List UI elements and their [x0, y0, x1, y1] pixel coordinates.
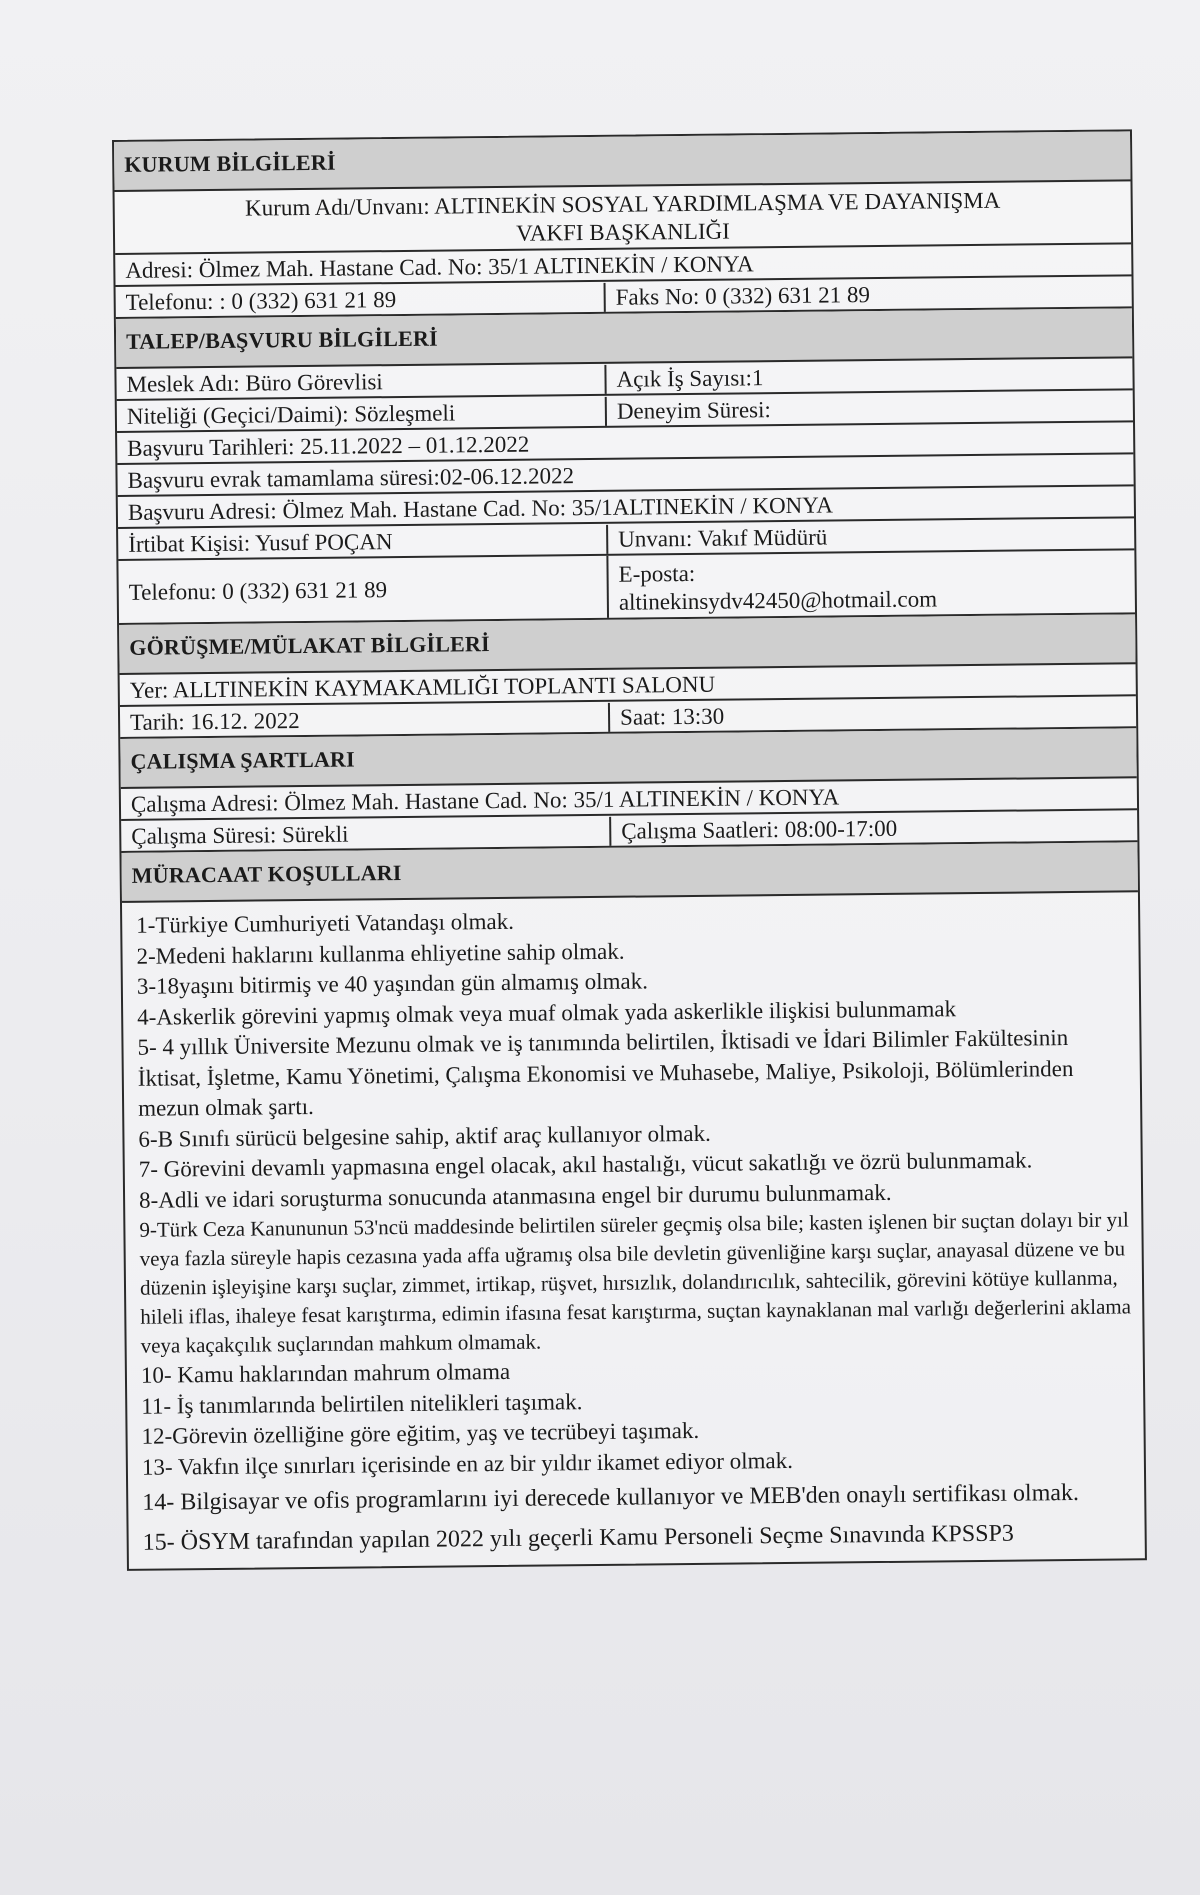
- institution-address: Adresi: Ölmez Mah. Hastane Cad. No: 35/1 ALTINEKİN / KONYA: [125, 251, 754, 283]
- condition-item: 14- Bilgisayar ve ofis programlarını iyi derecede kullanıyor ve MEB'den onaylı sertifikası olmak.: [142, 1479, 1080, 1516]
- condition-item: 8-Adli ve idari soruşturma sonucunda atanmasına engel bir durumu bulunmamak.: [138, 1179, 892, 1213]
- application-dates: Başvuru Tarihleri: 25.11.2022 – 01.12.2022: [127, 431, 530, 461]
- condition-item: 5- 4 yıllık Üniversite Mezunu olmak ve iş tanımında belirtilen, İktisadi ve İdari Bilimler Fakültesinin İktisat, İşletme, Kamu Yönetimi, Çalışma Ekonomisi ve Muhasebe, Maliye, Psikoloji, Bölümlerinden mezun olmak şartı.: [137, 1025, 1074, 1121]
- condition-item: 2-Medeni haklarını kullanma ehliyetine sahip olmak.: [136, 938, 625, 969]
- work-address: Çalışma Adresi: Ölmez Mah. Hastane Cad. No: 35/1 ALTINEKİN / KONYA: [130, 784, 840, 817]
- institution-phone: Telefonu: : 0 (332) 631 21 89: [116, 283, 606, 317]
- condition-item: 1-Türkiye Cumhuriyeti Vatandaşı olmak.: [136, 908, 515, 938]
- email-label: E-posta:: [618, 560, 696, 587]
- position-type: Niteliği (Geçici/Daimi): Sözleşmeli: [117, 397, 607, 431]
- institution-fax: Faks No: 0 (332) 631 21 89: [615, 282, 871, 310]
- section-header-calisma: ÇALIŞMA ŞARTLARI: [120, 728, 1136, 789]
- institution-name: Kurum Adı/Unvanı: ALTINEKİN SOSYAL YARDIMLAŞMA VE DAYANIŞMA VAKFI BAŞKANLIĞI: [244, 187, 1001, 246]
- profession-name: Meslek Adı: Büro Görevlisi: [116, 365, 606, 399]
- condition-item: 13- Vakfın ilçe sınırları içerisinde en az bir yıldır ikamet ediyor olmak.: [141, 1447, 794, 1480]
- condition-item: 6-B Sınıfı sürücü belgesine sahip, aktif araç kullanıyor olmak.: [138, 1120, 711, 1152]
- application-address: Başvuru Adresi: Ölmez Mah. Hastane Cad. No: 35/1ALTINEKİN / KONYA: [127, 492, 834, 525]
- condition-item: 9-Türk Ceza Kanununun 53'ncü maddesinde belirtilen süreler geçmiş olsa bile; kasten işlenen bir suçtan dolayı bir yıl veya fazla süreyle hapis cezasına yada affa uğramış olsa bile devletin güvenliğine karşı suçlar, anayasal düzene ve bu düzenin işleyişine karşı suçlar, zimmet, irtikap, rüşvet, hırsızlık, dolandırıcılık, sahtecilik, görevini kötüye kullanma, hileli iflas, ihaleye fesat karıştırma, edimin ifasına fesat karıştırma, suçtan kaynaklanan mal varlığı değerlerini aklama veya kaçakçılık suçlarından mahkum olmamak.: [139, 1207, 1132, 1358]
- section-header-gorusme: GÖRÜŞME/MÜLAKAT BİLGİLERİ: [119, 614, 1135, 675]
- experience-duration: Deneyim Süresi:: [616, 397, 771, 424]
- contact-person: İrtibat Kişisi: Yusuf POÇAN: [118, 525, 608, 559]
- row-kurum-name: [115, 181, 1132, 255]
- section-header-kurum: KURUM BİLGİLERİ: [114, 131, 1130, 192]
- open-positions: Açık İş Sayısı:1: [616, 365, 764, 392]
- interview-date: Tarih: 16.12. 2022: [120, 703, 610, 737]
- work-duration: Çalışma Süresi: Sürekli: [121, 817, 611, 851]
- interview-location: Yer: ALLTINEKİN KAYMAKAMLIĞI TOPLANTI SALONU: [129, 671, 716, 703]
- application-conditions: [122, 892, 1145, 1569]
- announcement-form: [112, 129, 1147, 1571]
- work-hours: Çalışma Saatleri: 08:00-17:00: [621, 815, 898, 844]
- document-deadline: Başvuru evrak tamamlama süresi:02-06.12.2022: [127, 463, 575, 493]
- condition-item: 10- Kamu haklarından mahrum olmama: [140, 1358, 511, 1388]
- section-header-muracaat: MÜRACAAT KOŞULLARI: [121, 842, 1137, 903]
- interview-time: Saat: 13:30: [619, 703, 725, 730]
- condition-item: 11- İş tanımlarında belirtilen nitelikleri taşımak.: [141, 1388, 583, 1419]
- section-header-talep: TALEP/BAŞVURU BİLGİLERİ: [116, 308, 1132, 369]
- condition-item: 3-18yaşını bitirmiş ve 40 yaşından gün almamış olmak.: [136, 968, 649, 999]
- condition-item: 4-Askerlik görevini yapmış olmak veya muaf olmak yada askerlikle ilişkisi bulunmamak: [137, 995, 957, 1030]
- condition-item: 7- Görevini devamlı yapmasına engel olacak, akıl hastalığı, vücut sakatlığı ve özrü bulunmamak.: [138, 1147, 1033, 1182]
- row-contact-phone-email: [118, 550, 1135, 625]
- contact-phone: Telefonu: 0 (332) 631 21 89: [118, 556, 609, 623]
- condition-item: 12-Görevin özelliğine göre eğitim, yaş ve tecrübeyi taşımak.: [141, 1417, 700, 1449]
- email-address: altinekinsydv42450@hotmail.com: [618, 586, 938, 615]
- contact-email-cell: [608, 553, 1135, 618]
- contact-title: Unvanı: Vakıf Müdürü: [618, 524, 828, 552]
- condition-item: 15- ÖSYM tarafından yapılan 2022 yılı geçerli Kamu Personeli Seçme Sınavında KPSSP3: [142, 1520, 1014, 1556]
